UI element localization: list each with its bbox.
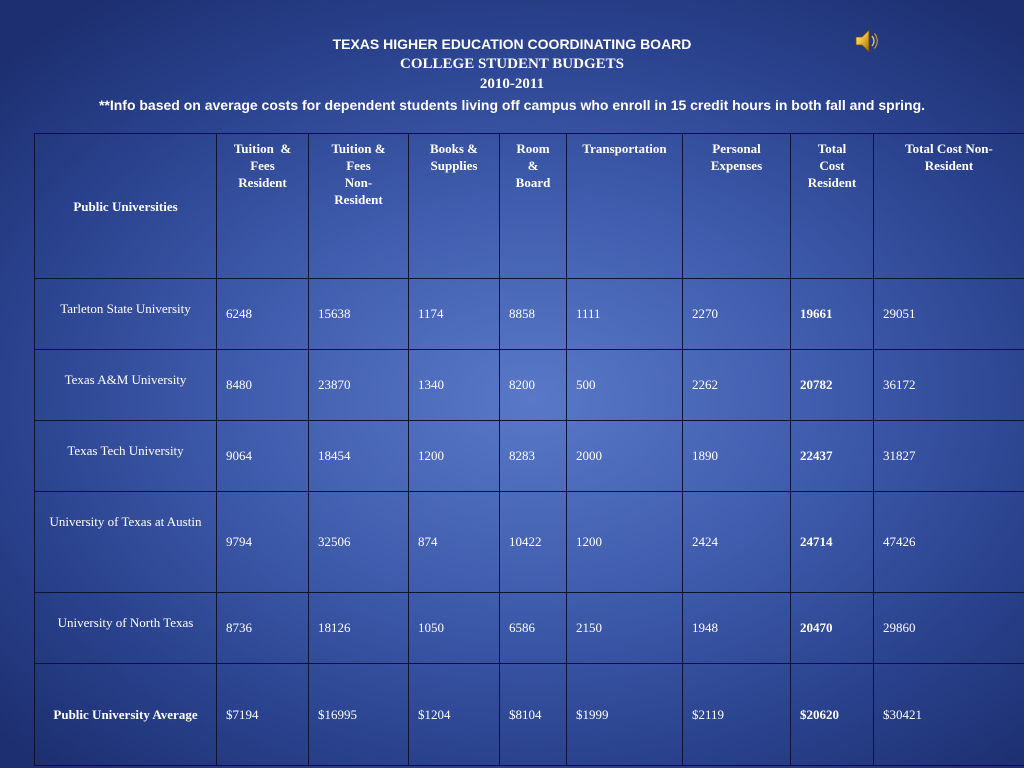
col-header-room-board: Room & Board (500, 134, 567, 279)
transportation-cell: 1200 (567, 492, 683, 593)
table-row (35, 421, 1024, 492)
tuition-nonresident-cell: 15638 (309, 279, 409, 350)
room-board-cell: 10422 (500, 492, 567, 593)
personal-cell: 2424 (683, 492, 791, 593)
total-resident-cell: 19661 (791, 279, 874, 350)
tuition-nonresident-cell: $16995 (309, 664, 409, 766)
board-title: TEXAS HIGHER EDUCATION COORDINATING BOARD (332, 36, 692, 52)
col-header-tuition-nonresident: Tuition & Fees Non- Resident (309, 134, 409, 279)
average-label: Public University Average (35, 664, 217, 766)
university-name: University of North Texas (35, 593, 217, 664)
personal-cell: 2270 (683, 279, 791, 350)
speaker-icon[interactable] (852, 26, 882, 56)
header-row (35, 134, 1024, 279)
room-board-cell: 8858 (500, 279, 567, 350)
col-header-books: Books & Supplies (409, 134, 500, 279)
col-header-total-nonresident: Total Cost Non- Resident (874, 134, 1024, 279)
room-board-cell: 6586 (500, 593, 567, 664)
col-header-transportation: Transportation (567, 134, 683, 279)
transportation-cell: $1999 (567, 664, 683, 766)
total-nonresident-cell: $30421 (874, 664, 1024, 766)
total-nonresident-cell: 31827 (874, 421, 1024, 492)
room-board-cell: 8283 (500, 421, 567, 492)
books-cell: 1200 (409, 421, 500, 492)
tuition-resident-cell: $7194 (217, 664, 309, 766)
col-header-university: Public Universities (35, 134, 217, 279)
budget-table (34, 133, 1024, 766)
transportation-cell: 500 (567, 350, 683, 421)
average-row (35, 664, 1024, 766)
total-resident-cell: 20782 (791, 350, 874, 421)
total-resident-cell: 24714 (791, 492, 874, 593)
books-cell: 874 (409, 492, 500, 593)
col-header-tuition-resident: Tuition & Fees Resident (217, 134, 309, 279)
budget-title: COLLEGE STUDENT BUDGETS (400, 56, 624, 72)
table-row (35, 593, 1024, 664)
personal-cell: 1948 (683, 593, 791, 664)
year-title: 2010-2011 (479, 76, 545, 92)
personal-cell: $2119 (683, 664, 791, 766)
table-row (35, 279, 1024, 350)
tuition-nonresident-cell: 18454 (309, 421, 409, 492)
books-cell: 1340 (409, 350, 500, 421)
table-row (35, 492, 1024, 593)
university-name: Texas A&M University (35, 350, 217, 421)
total-nonresident-cell: 47426 (874, 492, 1024, 593)
tuition-resident-cell: 6248 (217, 279, 309, 350)
books-cell: 1174 (409, 279, 500, 350)
table-row (35, 350, 1024, 421)
total-resident-cell: 20470 (791, 593, 874, 664)
university-name: Tarleton State University (35, 279, 217, 350)
total-resident-cell: $20620 (791, 664, 874, 766)
transportation-cell: 2000 (567, 421, 683, 492)
personal-cell: 2262 (683, 350, 791, 421)
room-board-cell: $8104 (500, 664, 567, 766)
tuition-resident-cell: 9794 (217, 492, 309, 593)
tuition-resident-cell: 8480 (217, 350, 309, 421)
books-cell: $1204 (409, 664, 500, 766)
personal-cell: 1890 (683, 421, 791, 492)
university-name: University of Texas at Austin (35, 492, 217, 593)
tuition-nonresident-cell: 23870 (309, 350, 409, 421)
col-header-total-resident: Total Cost Resident (791, 134, 874, 279)
total-nonresident-cell: 29051 (874, 279, 1024, 350)
info-note: **Info based on average costs for dependent students living off campus who enroll in 15 credit hours in both fall and spring. (98, 97, 926, 113)
university-name: Texas Tech University (35, 421, 217, 492)
room-board-cell: 8200 (500, 350, 567, 421)
tuition-resident-cell: 8736 (217, 593, 309, 664)
books-cell: 1050 (409, 593, 500, 664)
total-nonresident-cell: 36172 (874, 350, 1024, 421)
total-nonresident-cell: 29860 (874, 593, 1024, 664)
tuition-resident-cell: 9064 (217, 421, 309, 492)
tuition-nonresident-cell: 32506 (309, 492, 409, 593)
total-resident-cell: 22437 (791, 421, 874, 492)
transportation-cell: 1111 (567, 279, 683, 350)
transportation-cell: 2150 (567, 593, 683, 664)
col-header-personal: Personal Expenses (683, 134, 791, 279)
tuition-nonresident-cell: 18126 (309, 593, 409, 664)
